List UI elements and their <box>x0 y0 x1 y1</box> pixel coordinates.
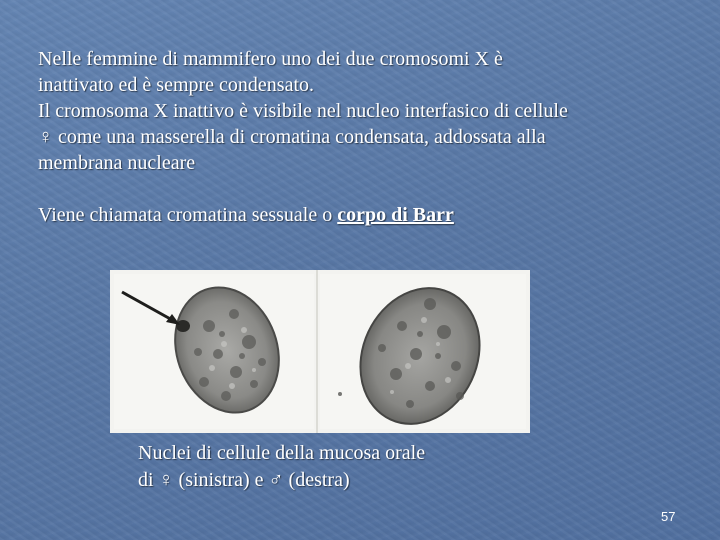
male-nucleus-image <box>320 274 526 429</box>
barr-body-mark <box>176 320 190 332</box>
paragraph2-line2: ♀ come una masserella di cromatina condensata, addossata alla <box>38 126 546 148</box>
barr-prefix: Viene chiamata cromatina sessuale o <box>38 204 338 226</box>
paragraph1-line2: inattivato ed è sempre condensato. <box>38 74 315 96</box>
paragraph1-line1: Nelle femmine di mammifero uno dei due cromosomi X è <box>38 48 503 70</box>
page-number: 57 <box>661 509 676 524</box>
barr-body-sentence <box>38 202 678 228</box>
figure-caption <box>138 440 425 494</box>
paragraph-inactive-x <box>38 98 678 176</box>
paragraph2-line3: membrana nucleare <box>38 152 196 174</box>
female-nucleus-image <box>114 274 314 429</box>
paragraph-x-inactivation <box>38 46 678 98</box>
male-nucleus-panel <box>320 274 526 429</box>
female-nucleus-panel <box>114 274 314 429</box>
barr-body-link[interactable]: corpo di Barr <box>337 204 454 226</box>
caption-line2: di ♀ (sinistra) e ♂ (destra) <box>138 469 350 491</box>
nuclei-micrograph <box>110 270 530 433</box>
paragraph2-line1: Il cromosoma X inattivo è visibile nel nucleo interfasico di cellule <box>38 100 568 122</box>
caption-line1: Nuclei di cellule della mucosa orale <box>138 442 426 464</box>
slide-body <box>38 46 678 228</box>
